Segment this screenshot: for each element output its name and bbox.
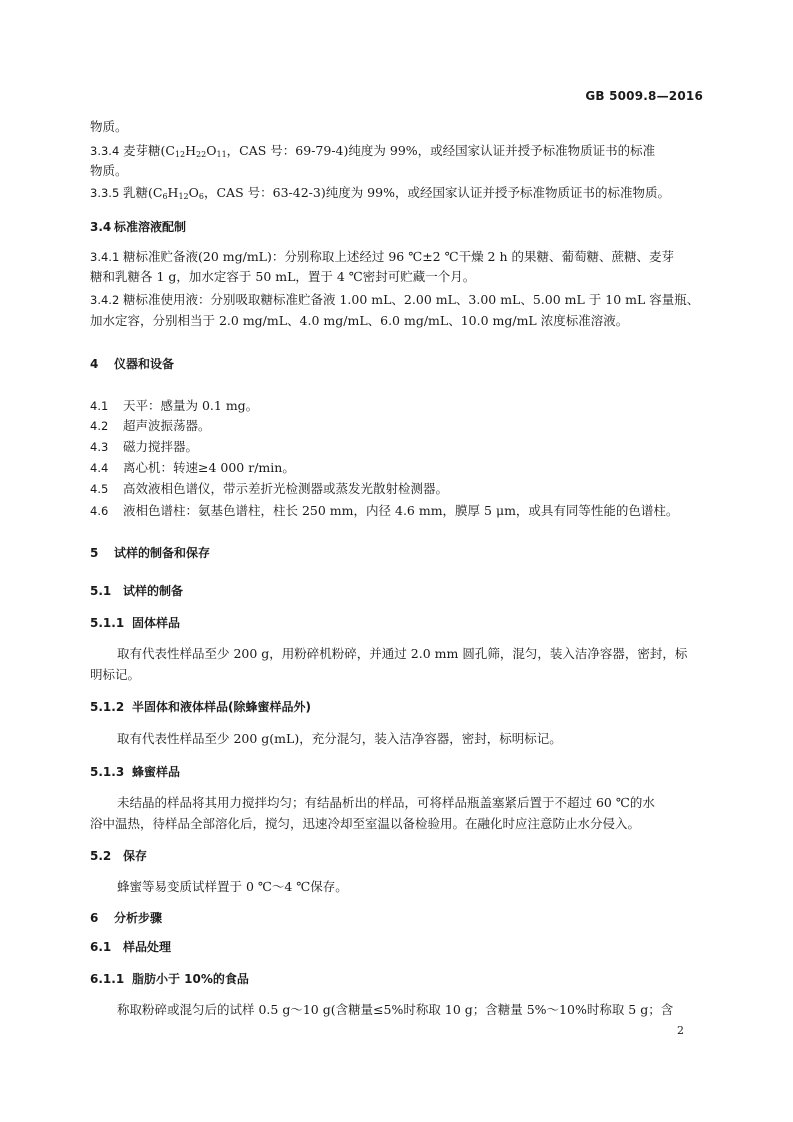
heading-number: 5.1 — [90, 584, 112, 598]
text-line: 物质。 — [90, 163, 128, 178]
clause-text: H — [185, 143, 197, 158]
heading-text: 样品处理 — [123, 940, 172, 954]
section-heading-5-1 — [90, 583, 183, 599]
clause-3-3-5 — [90, 185, 670, 201]
section-heading-6-1 — [90, 939, 171, 955]
clause-4-5 — [90, 481, 448, 497]
clause-3-4-1 — [90, 249, 674, 265]
heading-text: 试样的制备 — [123, 584, 184, 598]
clause-text: 麦芽糖(C — [123, 143, 175, 158]
paragraph-line: 未结晶的样品将其用力搅拌均匀；有结晶析出的样品，可将样品瓶盖塞紧后置于不超过 60 ℃的水 — [117, 795, 655, 810]
heading-text: 半固体和液体样品(除蜂蜜样品外) — [132, 700, 311, 714]
heading-number: 5.1.3 — [90, 765, 125, 779]
clause-number: 4.5 — [90, 482, 109, 496]
heading-number: 6 — [90, 911, 99, 925]
heading-number: 5.2 — [90, 849, 112, 863]
clause-3-3-4 — [90, 143, 655, 159]
clause-4-2 — [90, 418, 211, 434]
clause-number: 3.4.2 — [90, 293, 120, 307]
clause-4-1 — [90, 398, 258, 414]
clause-text: 天平：感量为 0.1 mg。 — [123, 398, 259, 413]
subscript: 11 — [216, 150, 227, 159]
heading-text: 分析步骤 — [114, 911, 163, 925]
clause-number: 4.1 — [90, 399, 109, 413]
clause-text: ，CAS 号：63-42-3)纯度为 99%，或经国家认证并授予标准物质证书的标准物质。 — [203, 185, 670, 200]
section-heading-4 — [90, 356, 174, 372]
heading-text: 脂肪小于 10%的食品 — [132, 972, 249, 986]
clause-text: 糖标准贮备液(20 mg/mL)：分别称取上述经过 96 ℃±2 ℃干燥 2 h 的果糖、葡萄糖、蔗糖、麦芽 — [123, 249, 674, 264]
heading-number: 5.1.1 — [90, 616, 125, 630]
clause-number: 3.3.4 — [90, 144, 120, 158]
standard-number: GB 5009.8—2016 — [585, 89, 703, 103]
subscript: 22 — [196, 150, 207, 159]
page-number: 2 — [677, 1024, 684, 1037]
section-heading-5-1-3 — [90, 764, 180, 780]
subscript: 6 — [198, 192, 204, 201]
clause-3-4-2 — [90, 292, 699, 308]
clause-text: 乳糖(C — [123, 185, 163, 200]
heading-text: 固体样品 — [132, 616, 181, 630]
heading-text: 保存 — [123, 849, 148, 863]
clause-text: H — [167, 185, 179, 200]
heading-number: 5.1.2 — [90, 700, 125, 714]
clause-text: 磁力搅拌器。 — [123, 439, 199, 454]
section-heading-6-1-1 — [90, 971, 249, 987]
section-heading-5 — [90, 545, 210, 561]
heading-text: 试样的制备和保存 — [114, 546, 211, 560]
section-heading-5-1-1 — [90, 615, 180, 631]
paragraph-line: 蜂蜜等易变质试样置于 0 ℃～4 ℃保存。 — [117, 879, 348, 894]
heading-text: 蜂蜜样品 — [132, 765, 181, 779]
section-heading-5-2 — [90, 848, 147, 864]
heading-number: 5 — [90, 546, 99, 560]
clause-number: 3.4.1 — [90, 250, 120, 264]
heading-number: 4 — [90, 357, 99, 371]
heading-number: 6.1 — [90, 940, 112, 954]
text-line: 加水定容，分别相当于 2.0 mg/mL、4.0 mg/mL、6.0 mg/mL、10.0 mg/mL 浓度标准溶液。 — [90, 313, 629, 328]
clause-text: ，CAS 号：69-79-4)纯度为 99%，或经国家认证并授予标准物质证书的标准 — [226, 143, 656, 158]
clause-text: 离心机：转速≥4 000 r/min。 — [123, 460, 295, 475]
subscript: 12 — [174, 150, 186, 159]
text-line: 糖和乳糖各 1 g，加水定容于 50 mL，置于 4 ℃密封可贮藏一个月。 — [90, 269, 476, 284]
section-heading-5-1-2 — [90, 699, 311, 715]
clause-text: 液相色谱柱：氨基色谱柱，柱长 250 mm，内径 4.6 mm，膜厚 5 μm，或具有同等性能的色谱柱。 — [123, 503, 679, 518]
paragraph-line: 取有代表性样品至少 200 g(mL)，充分混匀，装入洁净容器，密封，标明标记。 — [117, 731, 562, 746]
heading-number: 3.4 — [90, 220, 112, 234]
clause-number: 4.6 — [90, 504, 109, 518]
clause-number: 4.4 — [90, 461, 109, 475]
clause-text: 糖标准使用液：分别吸取糖标准贮备液 1.00 mL、2.00 mL、3.00 mL、5.00 mL 于 10 mL 容量瓶、 — [123, 292, 700, 307]
heading-text: 标准溶液配制 — [114, 220, 187, 234]
paragraph-line: 取有代表性样品至少 200 g，用粉碎机粉碎，并通过 2.0 mm 圆孔筛，混匀，装入洁净容器，密封，标 — [117, 646, 688, 661]
paragraph-line: 称取粉碎或混匀后的试样 0.5 g～10 g(含糖量≤5%时称取 10 g；含糖量 5%～10%时称取 5 g；含 — [117, 1002, 674, 1017]
clause-text: O — [188, 185, 199, 200]
subscript: 6 — [162, 192, 168, 201]
text-line: 物质。 — [90, 119, 128, 134]
clause-text: 高效液相色谱仪，带示差折光检测器或蒸发光散射检测器。 — [123, 481, 449, 496]
clause-number: 3.3.5 — [90, 186, 120, 200]
subscript: 12 — [178, 192, 189, 201]
section-heading-3-4 — [90, 219, 186, 235]
heading-number: 6.1.1 — [90, 972, 125, 986]
clause-4-3 — [90, 439, 198, 455]
heading-text: 仪器和设备 — [114, 357, 175, 371]
clause-number: 4.3 — [90, 440, 109, 454]
clause-text: O — [206, 143, 217, 158]
paragraph-line: 浴中温热，待样品全部溶化后，搅匀，迅速冷却至室温以备检验用。在融化时应注意防止水分侵入。 — [90, 816, 641, 831]
paragraph-line: 明标记。 — [90, 667, 141, 682]
clause-number: 4.2 — [90, 419, 109, 433]
clause-4-6 — [90, 503, 678, 519]
clause-text: 超声波振荡器。 — [123, 418, 211, 433]
clause-4-4 — [90, 460, 295, 476]
section-heading-6 — [90, 910, 162, 926]
